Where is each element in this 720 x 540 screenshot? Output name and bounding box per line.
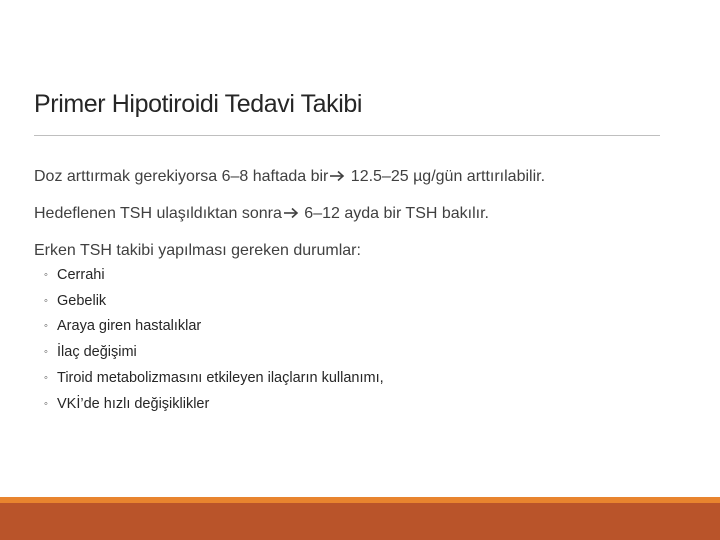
list-item — [44, 288, 384, 314]
bullet-icon: ◦ — [44, 294, 48, 307]
bullet-icon: ◦ — [44, 346, 48, 359]
paragraph-target-tsh-text: Hedeflenen TSH ulaşıldıktan sonra — [34, 205, 282, 222]
list-item — [44, 339, 384, 365]
bullet-icon: ◦ — [44, 372, 48, 385]
bullet-icon: ◦ — [44, 320, 48, 333]
title-divider — [34, 135, 660, 136]
list-item-label: VKİ’de hızlı değişiklikler — [57, 395, 210, 412]
list-item — [44, 365, 384, 391]
list-item-label: Gebelik — [57, 292, 107, 309]
paragraph-dose-increase — [34, 168, 545, 186]
paragraph-early-tsh: Erken TSH takibi yapılması gereken durumlar: — [34, 242, 361, 259]
list-item-label: Tiroid metabolizmasını etkileyen ilaçların kullanımı, — [57, 370, 384, 387]
list-item — [44, 262, 384, 288]
paragraph-dose-increase-text: Doz arttırmak gerekiyorsa 6–8 haftada bir — [34, 168, 329, 185]
conditions-list — [44, 262, 384, 417]
list-item — [44, 391, 384, 417]
list-item — [44, 314, 384, 340]
bullet-icon: ◦ — [44, 397, 48, 410]
list-item-label: Araya giren hastalıklar — [57, 318, 202, 335]
right-arrow-icon — [283, 207, 299, 219]
list-item-label: Cerrahi — [57, 266, 105, 283]
bullet-icon: ◦ — [44, 268, 48, 281]
paragraph-target-tsh — [34, 205, 489, 223]
paragraph-dose-increase-value: 12.5–25 µg/gün arttırılabilir. — [346, 168, 546, 185]
footer-bar — [0, 497, 720, 540]
list-item-label: İlaç değişimi — [57, 344, 137, 361]
footer-accent-strip — [0, 497, 720, 503]
slide-title: Primer Hipotiroidi Tedavi Takibi — [34, 90, 363, 118]
paragraph-target-tsh-value: 6–12 ayda bir TSH bakılır. — [299, 205, 489, 222]
right-arrow-icon — [329, 170, 345, 182]
